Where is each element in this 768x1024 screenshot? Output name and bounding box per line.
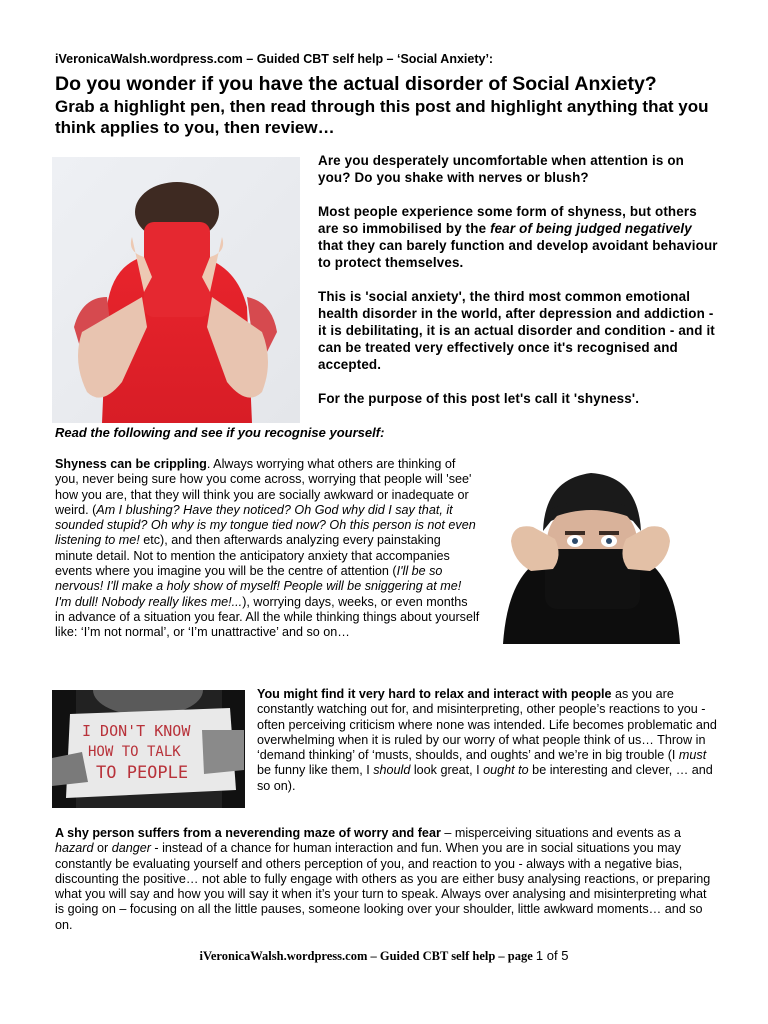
section-shyness-crippling <box>55 457 480 641</box>
footer-text: iVeronicaWalsh.wordpress.com – Guided CBT self help – page <box>199 949 536 963</box>
section-italic: must <box>678 748 707 763</box>
section-italic: Am I blushing? Have they noticed? Oh God why did I say that, it sounded stupid? Oh why is my tongue tied now? Oh this person is not even listening to me! <box>55 502 476 548</box>
intro-text-span: that they can barely function and develop avoidant behaviour to protect themselves. <box>318 238 718 270</box>
page-subtitle: Grab a highlight pen, then read through this post and highlight anything that you think applies to you, then review… <box>55 97 709 137</box>
intro-paragraph <box>318 203 718 271</box>
sign-line-3: TO PEOPLE <box>96 763 189 783</box>
section-italic: ought to <box>483 763 529 778</box>
section-text: look great, I <box>410 763 484 778</box>
section-text: be interesting and clever, … and so on). <box>257 763 713 793</box>
section-neverending-maze <box>55 826 717 933</box>
section-lead: A shy person suffers from a neverending maze of worry and fear <box>55 826 441 840</box>
section-italic: hazard <box>55 841 94 856</box>
section-lead: Shyness can be crippling <box>55 457 207 471</box>
section-italic: danger <box>111 841 151 856</box>
talk-to-people-sign-photo <box>52 690 245 808</box>
section-text: ), worrying days, weeks, or even months in advance of a situation you fear. All the while thinking things about yourself like: ‘I’m not normal’, or ‘I’m unattractive’ and so on… <box>55 594 480 640</box>
intro-emphasis: fear of being judged negatively <box>490 221 692 236</box>
section-text: be funny like them, I <box>257 763 374 778</box>
page-footer <box>0 948 768 964</box>
section-text: as you are constantly watching out for, and misinterpreting, other people’s reactions to you - often perceiving criticism where none was intended. Life becomes problematic and overwhelming when it is ruled by our worry of what people think of us… Throw in ‘demand thinking’ of ‘musts, shoulds, and oughts’ and we’re in big trouble (I <box>257 687 717 763</box>
woman-red-top-photo <box>52 157 300 423</box>
page-header: iVeronicaWalsh.wordpress.com – Guided CBT self help – ‘Social Anxiety’: <box>55 52 494 66</box>
read-prompt: Read the following and see if you recognise yourself: <box>55 425 385 440</box>
man-turtleneck-photo <box>493 461 688 644</box>
section-relax-interact <box>257 687 717 794</box>
section-text: – misperceiving situations and events as a <box>440 826 681 840</box>
intro-paragraph: For the purpose of this post let's call it 'shyness'. <box>318 391 640 406</box>
intro-text-span: Most people experience some form of shyness, but others are so immobilised by the <box>318 204 697 236</box>
intro-paragraph: Are you desperately uncomfortable when attention is on you? Do you shake with nerves or blush? <box>318 153 684 185</box>
intro-text <box>318 152 718 424</box>
page-number: 1 of 5 <box>535 948 569 963</box>
intro-paragraph: This is 'social anxiety', the third most common emotional health disorder in the world, after depression and addiction - it is debilitating, it is an actual disorder and condition - and it can be treated very effectively once it's recognised and accepted. <box>318 289 715 372</box>
section-text: etc), and then afterwards analyzing every painstaking minute detail. Not to mention the anticipatory anxiety that accompanies events where you imagine you will be the centre of attention ( <box>55 533 450 579</box>
section-text: . Always worrying what others are thinking of you, never being sure how you come across, worrying that people will 'see' how you are, that they will think you are socially awkward or inadequate or weird. ( <box>55 457 472 517</box>
page-title: Do you wonder if you have the actual disorder of Social Anxiety? <box>55 73 657 95</box>
section-italic: should <box>373 763 411 778</box>
section-lead: You might find it very hard to relax and interact with people <box>257 687 612 701</box>
section-text: or <box>93 841 112 856</box>
sign-line-2: HOW TO TALK <box>88 744 181 760</box>
section-text: - instead of a chance for human interaction and fun. When you are in social situations you may constantly be evaluating yourself and others perception of you, and reaction to you - always with a negative bias, discounting the positive… not able to fully engage with others as you are either busy analysing reactions, or preparing what you will say and how you will say it when it’s your turn to speak. Always over analysing and misinterpreting what is going on – focusing on all the little pauses, someone looking over your shoulder, little awkward moments… and so on. <box>55 841 711 932</box>
sign-line-1: I DON'T KNOW <box>82 722 191 740</box>
section-italic: I'll be so nervous! I'll make a holy show of myself! People will be sniggering at me! I'm dull! Nobody really likes me!... <box>55 564 462 609</box>
